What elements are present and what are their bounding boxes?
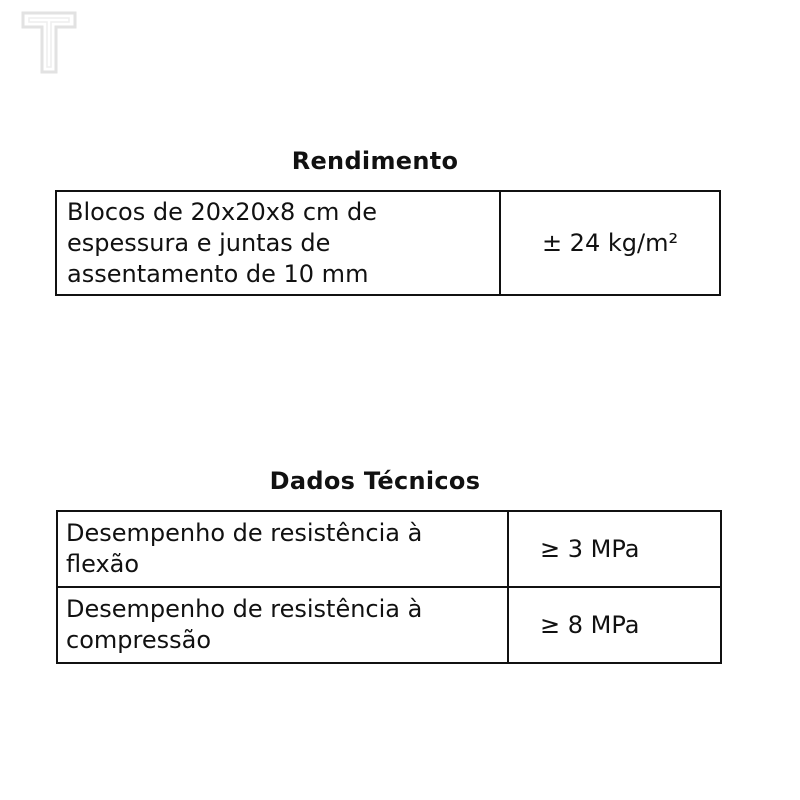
dados-tecnicos-table xyxy=(56,510,722,664)
table-row xyxy=(56,191,720,295)
description-line: flexão xyxy=(66,550,140,578)
table-row xyxy=(57,587,721,663)
value-cell: ± 24 kg/m² xyxy=(500,191,720,295)
description-line: Desempenho de resistência à xyxy=(66,519,423,547)
description-line: compressão xyxy=(66,626,211,654)
brand-t-logo-icon xyxy=(20,10,78,75)
description-cell xyxy=(57,587,508,663)
description-line: espessura e juntas de xyxy=(67,228,331,257)
rendimento-table xyxy=(55,190,721,296)
description-line: Desempenho de resistência à xyxy=(66,595,423,623)
description-line: Blocos de 20x20x8 cm de xyxy=(67,197,378,226)
table-row xyxy=(57,511,721,587)
rendimento-title: Rendimento xyxy=(291,147,459,175)
description-cell xyxy=(56,191,500,295)
dados-tecnicos-title: Dados Técnicos xyxy=(269,467,481,495)
description-cell xyxy=(57,511,508,587)
description-line: assentamento de 10 mm xyxy=(67,259,369,288)
value-cell: ≥ 3 MPa xyxy=(508,511,721,587)
value-cell: ≥ 8 MPa xyxy=(508,587,721,663)
